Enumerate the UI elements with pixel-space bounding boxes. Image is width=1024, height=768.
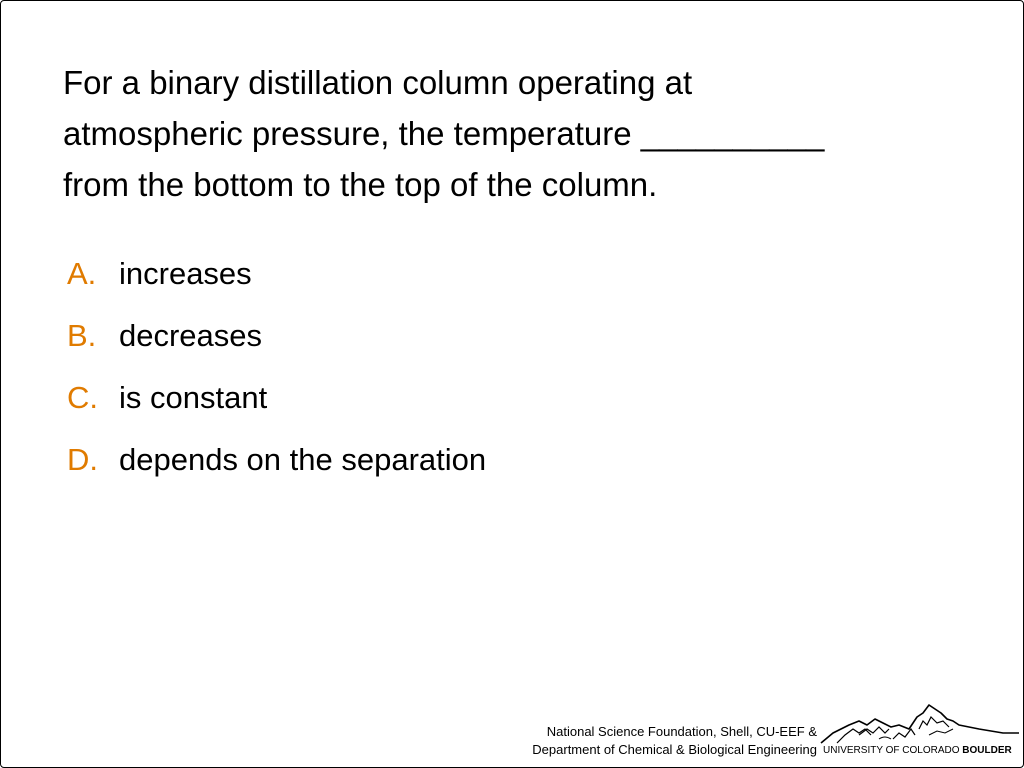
choice-text: decreases xyxy=(119,318,263,353)
choice-b xyxy=(67,318,486,380)
answer-choices xyxy=(67,256,486,504)
choice-text: depends on the separation xyxy=(119,442,487,477)
question-line-3: from the bottom to the top of the column. xyxy=(63,166,658,203)
choice-a xyxy=(67,256,486,318)
choice-c xyxy=(67,380,486,442)
choice-text: is constant xyxy=(119,380,268,415)
choice-letter: A. xyxy=(67,256,97,291)
university-logo xyxy=(819,699,1021,765)
choice-letter: C. xyxy=(67,380,98,415)
choice-d xyxy=(67,442,486,504)
question-line-2: atmospheric pressure, the temperature xyxy=(63,115,641,152)
university-name: UNIVERSITY OF COLORADO BOULDER xyxy=(823,745,1012,756)
credits xyxy=(532,723,817,759)
credit-line-1: National Science Foundation, Shell, CU-EEF & xyxy=(546,724,817,739)
question-blank: __________ xyxy=(640,115,825,152)
question-line-1: For a binary distillation column operating at xyxy=(63,64,693,101)
choice-text: increases xyxy=(119,256,252,291)
mountain-logo-icon xyxy=(819,699,1021,749)
choice-letter: B. xyxy=(67,318,97,353)
question-text xyxy=(63,57,963,210)
choice-letter: D. xyxy=(67,442,98,477)
footer xyxy=(501,719,1021,763)
credit-line-2: Department of Chemical & Biological Engineering xyxy=(532,742,817,757)
